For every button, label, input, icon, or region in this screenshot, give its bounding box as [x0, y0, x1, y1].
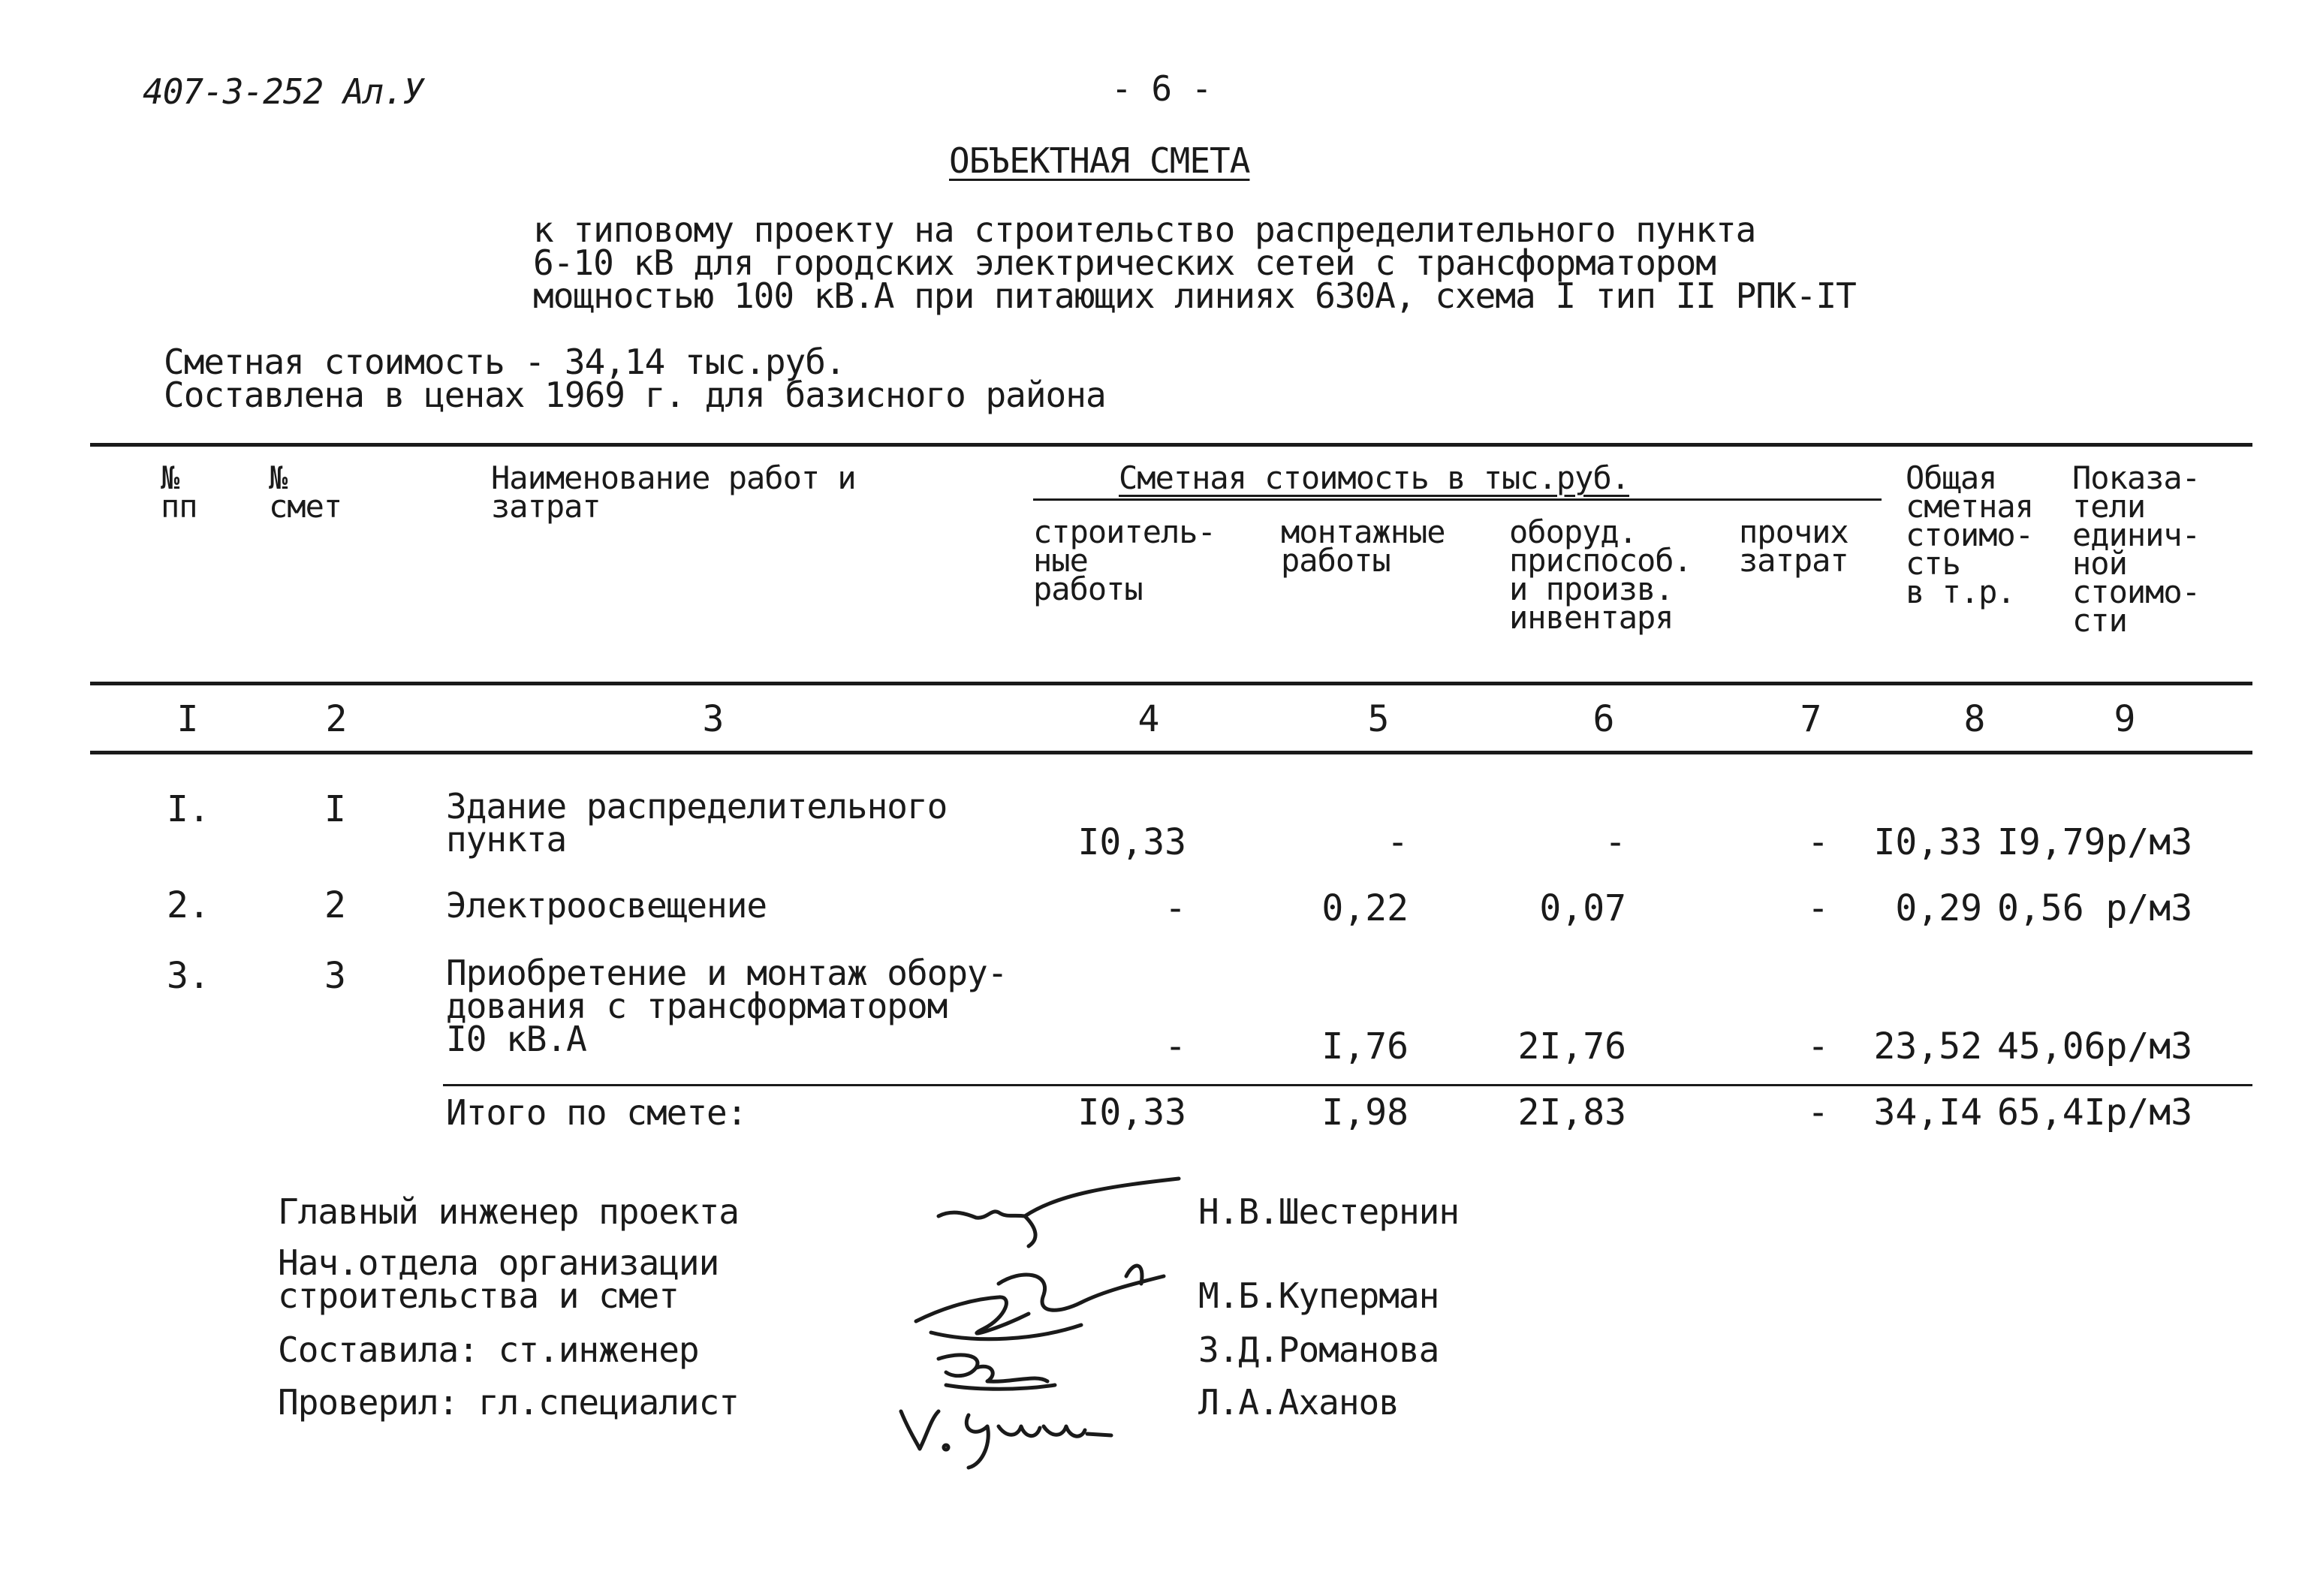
group-header-rule	[1033, 498, 1882, 501]
column-number-3: 3	[702, 698, 725, 740]
total-cost: 23,52	[1873, 1025, 1982, 1068]
document-title: ОБЪЕКТНАЯ СМЕТА	[949, 140, 1250, 181]
other-cost: -	[1807, 821, 1829, 863]
header-unit-indicators: Показа- тели единич- ной стоимо- сти	[2072, 459, 2201, 639]
signatory-name-kuperman: М.Б.Куперман	[1198, 1275, 1439, 1316]
signatory-name-romanova: З.Д.Романова	[1198, 1329, 1439, 1370]
header-total-cost: Общая сметная стоимо- сть в т.р.	[1906, 459, 2034, 610]
unit-indicator: I9,79р/м3	[1997, 821, 2193, 863]
column-number-1: I	[176, 698, 199, 740]
total-installation-cost: I,98	[1321, 1092, 1409, 1134]
row-number: 3.	[167, 955, 210, 997]
total-separator-rule	[443, 1084, 2252, 1086]
construction-cost: -	[1165, 887, 1186, 929]
column-number-9: 9	[2114, 698, 2136, 740]
header-other-costs: прочих затрат	[1739, 513, 1849, 579]
installation-cost: 0,22	[1321, 887, 1409, 929]
column-numbers-rule	[90, 751, 2252, 754]
signature-shesternin	[939, 1179, 1179, 1246]
estimate-number: 3	[324, 955, 346, 997]
header-work-name: Наименование работ и затрат	[491, 459, 856, 525]
other-cost: -	[1807, 887, 1829, 929]
row-number: 2.	[167, 884, 210, 926]
total-other-cost: -	[1807, 1092, 1829, 1134]
other-cost: -	[1807, 1025, 1829, 1068]
estimated-cost-line: Сметная стоимость - 34,14 тыс.руб.	[164, 342, 845, 382]
equipment-cost: 2I,76	[1517, 1025, 1626, 1068]
header-estimate-number: № смет	[269, 459, 342, 525]
signatory-role-compiler: Составила: ст.инженер	[278, 1329, 699, 1370]
column-number-7: 7	[1800, 698, 1822, 740]
page-number: - 6 -	[1111, 68, 1212, 109]
header-bottom-rule	[90, 682, 2252, 685]
column-number-8: 8	[1963, 698, 1986, 740]
subtitle-line-3: мощностью 100 кВ.А при питающих линиях 630А, схема I тип II РПК-IT	[533, 276, 1856, 316]
total-cost: 0,29	[1895, 887, 1982, 929]
column-number-6: 6	[1592, 698, 1615, 740]
total-equipment-cost: 2I,83	[1517, 1092, 1626, 1134]
subtitle-line-1: к типовому проекту на строительство распределительного пункта	[533, 209, 1756, 250]
unit-indicator: 45,06р/м3	[1997, 1025, 2193, 1068]
subtitle-line-2: 6-10 кВ для городских электрических сетей с трансформатором	[533, 242, 1716, 283]
work-name: Здание распределительного пункта	[446, 786, 948, 860]
total-unit-indicator: 65,4Iр/м3	[1997, 1092, 2193, 1134]
total-cost: I0,33	[1873, 821, 1982, 863]
total-label: Итого по смете:	[446, 1092, 747, 1133]
column-number-4: 4	[1137, 698, 1160, 740]
construction-cost: -	[1165, 1025, 1186, 1068]
signatory-role-chief-engineer: Главный инженер проекта	[278, 1191, 739, 1232]
signatory-name-akhanov: Л.А.Аханов	[1198, 1382, 1399, 1423]
column-number-5: 5	[1367, 698, 1390, 740]
signatory-role-department-head: Нач.отдела организации строительства и смет	[278, 1242, 719, 1316]
estimate-number: 2	[324, 884, 346, 926]
header-construction-works: строитель- ные работы	[1033, 513, 1216, 607]
work-name: Приобретение и монтаж обору- дования с трансформатором I0 кВ.А	[446, 953, 1008, 1059]
header-equipment: оборуд. приспособ. и произв. инвентаря	[1509, 513, 1692, 636]
equipment-cost: 0,07	[1539, 887, 1626, 929]
price-basis-line: Составлена в ценах 1969 г. для базисного района	[164, 375, 1106, 415]
work-name: Электроосвещение	[446, 885, 767, 926]
installation-cost: I,76	[1321, 1025, 1409, 1068]
table-top-rule	[90, 443, 2252, 447]
signature-akhanov	[901, 1411, 1111, 1468]
header-cost-group: Сметная стоимость в тыс.руб.	[1119, 459, 1630, 496]
handwritten-signatures	[886, 1171, 1201, 1471]
installation-cost: -	[1387, 821, 1409, 863]
signature-romanova	[939, 1355, 1055, 1389]
construction-cost: I0,33	[1077, 821, 1186, 863]
signatory-name-shesternin: Н.В.Шестернин	[1198, 1191, 1460, 1232]
document-code: 407-3-252 Ал.У	[143, 71, 423, 112]
column-number-2: 2	[325, 698, 348, 740]
signatory-role-checker: Проверил: гл.специалист	[278, 1382, 739, 1423]
equipment-cost: -	[1604, 821, 1626, 863]
signature-kuperman	[916, 1266, 1164, 1339]
grand-total-cost: 34,I4	[1873, 1092, 1982, 1134]
header-installation-works: монтажные работы	[1281, 513, 1445, 579]
unit-indicator: 0,56 р/м3	[1997, 887, 2193, 929]
header-row-number: № пп	[161, 459, 197, 525]
estimate-number: I	[324, 788, 346, 830]
row-number: I.	[167, 788, 210, 830]
total-construction-cost: I0,33	[1077, 1092, 1186, 1134]
